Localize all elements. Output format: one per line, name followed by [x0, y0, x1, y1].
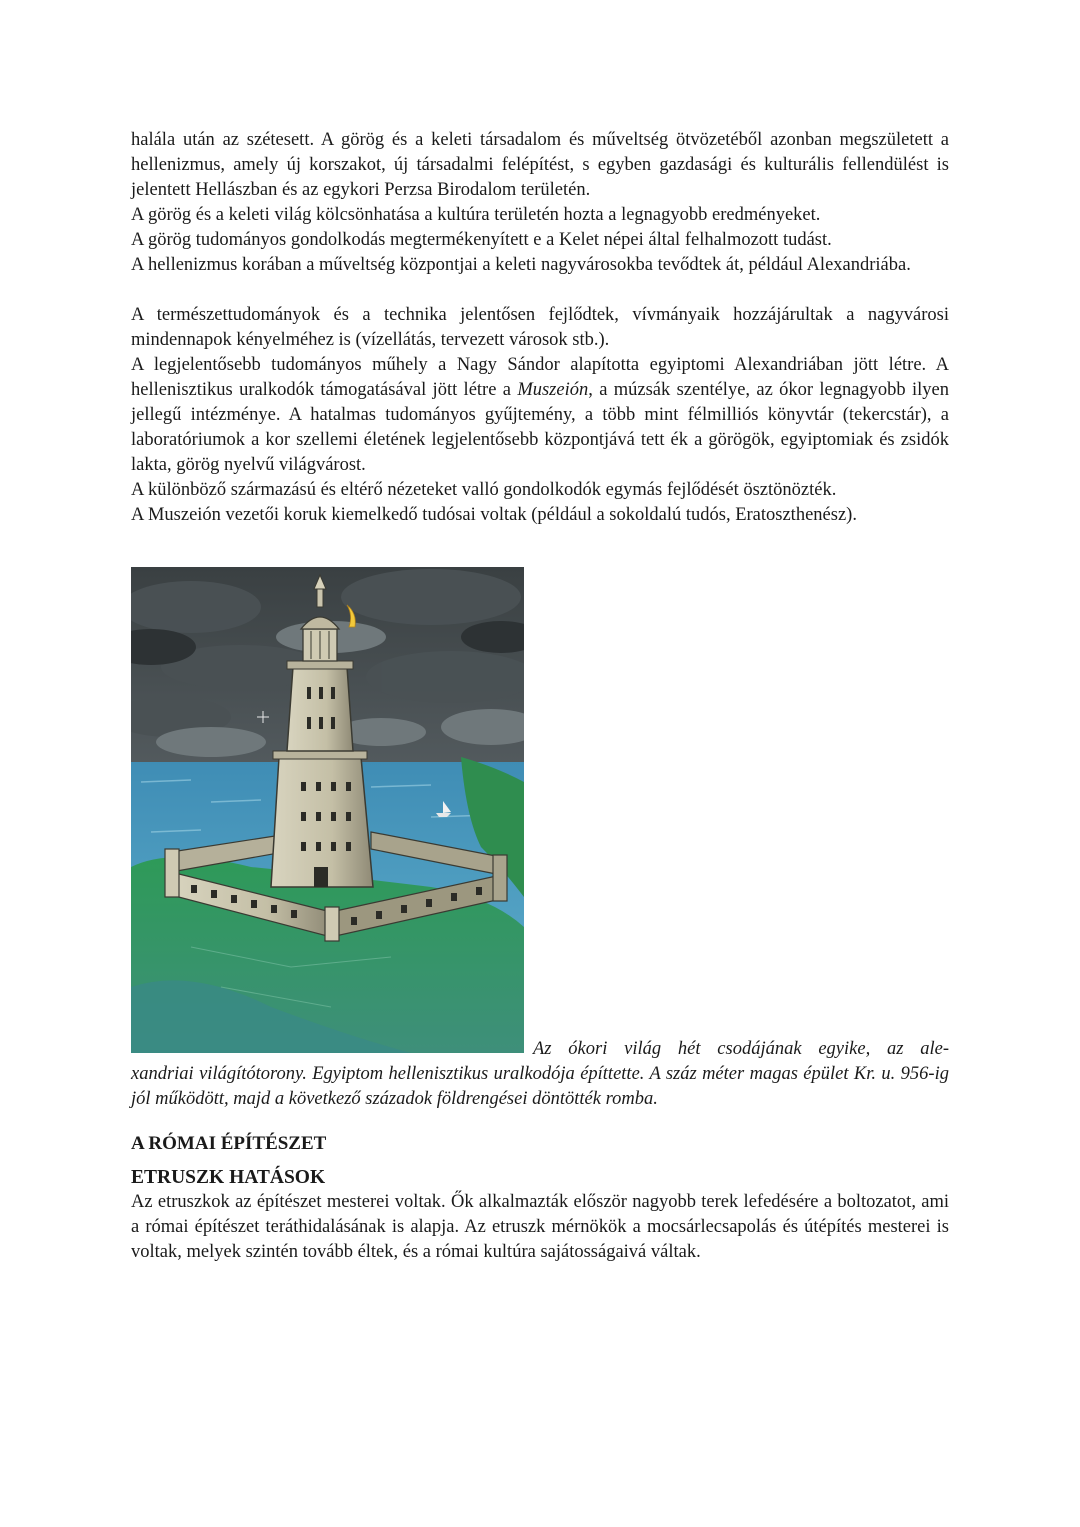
leaders-paragraph: A Muszeión vezetői koruk kiemelkedő tudósai voltak (például a sokoldalú tudós, Eratoszthenész).	[131, 505, 857, 525]
science-paragraph: A görög tudományos gondolkodás megtermékenyített e a Kelet népei által felhalmozott tudást.	[131, 230, 832, 250]
figure-caption: xandriai világítótorony. Egyiptom hellenisztikus uralkodója építtette. A száz méter magas épület Kr. u. 956-ig jól működött, majd a következő századok földrengései döntötték romba.	[131, 1064, 949, 1109]
etruscan-paragraph: Az etruszkok az építészet mesterei voltak. Ők alkalmazták először nagyobb terek lefedésére a boltozatot, ami a római építészet teráthidalásának is alapja. Az etruszk mérnökök a mocsárlecsapolás és útépítés mesterei is voltak, melyek szintén tovább éltek, és a római kultúra sajátosságaivá váltak.	[131, 1192, 949, 1262]
lighthouse-of-alexandria-icon	[131, 567, 524, 1053]
figure-caption-first-line: Az ókori világ hét csodájának egyike, az ale-	[533, 1039, 949, 1059]
section-subheading: ETRUSZK HATÁSOK	[131, 1167, 326, 1188]
culture-paragraph: A görög és a keleti világ kölcsönhatása a kultúra területén hozta a legnagyobb eredményeket.	[131, 205, 821, 225]
intro-paragraph: halála után az szétesett. A görög és a keleti társadalom és műveltség ötvözetéből azonban megszületett a hellenizmus, amely új korszakot, új társadalmi felépítést, s egyben gazdasági és kulturális fellendülést is jelentett Hellászban és az egykori Perzsa Birodalom területén.	[131, 130, 949, 200]
museion-term: Muszeión	[517, 380, 589, 400]
thinkers-paragraph: A különböző származású és eltérő nézeteket valló gondolkodók egymás fejlődését ösztönözték.	[131, 480, 837, 500]
museion-paragraph	[131, 353, 949, 478]
centers-paragraph: A hellenizmus korában a műveltség központjai a keleti nagyvárosokba tevődtek át, például Alexandriába.	[131, 255, 911, 275]
lighthouse-illustration	[131, 567, 524, 1053]
section-heading: A RÓMAI ÉPÍTÉSZET	[131, 1133, 327, 1154]
museion-text-before: A legjelentősebb tudományos műhely a Nagy Sándor alapította egyiptomi Alexandriában jött létre. A hellenisztikus uralkodók támogatásával jött létre a	[131, 355, 949, 400]
technology-paragraph: A természettudományok és a technika jelentősen fejlődtek, vívmányaik hozzájárultak a nagyvárosi mindennapok kényelméhez is (vízellátás, tervezett városok stb.).	[131, 305, 949, 350]
museion-text-after: , a múzsák szentélye, az ókor legnagyobb ilyen jellegű intézménye. A hatalmas tudományos gyűjtemény, a több mint félmilliós könyvtár (tekercstár), a laboratóriumok a kor szellemi életének legjelentősebb központjává tett ék a görögök, egyiptomiak és zsidók lakta, görög nyelvű világvárost.	[131, 380, 949, 475]
